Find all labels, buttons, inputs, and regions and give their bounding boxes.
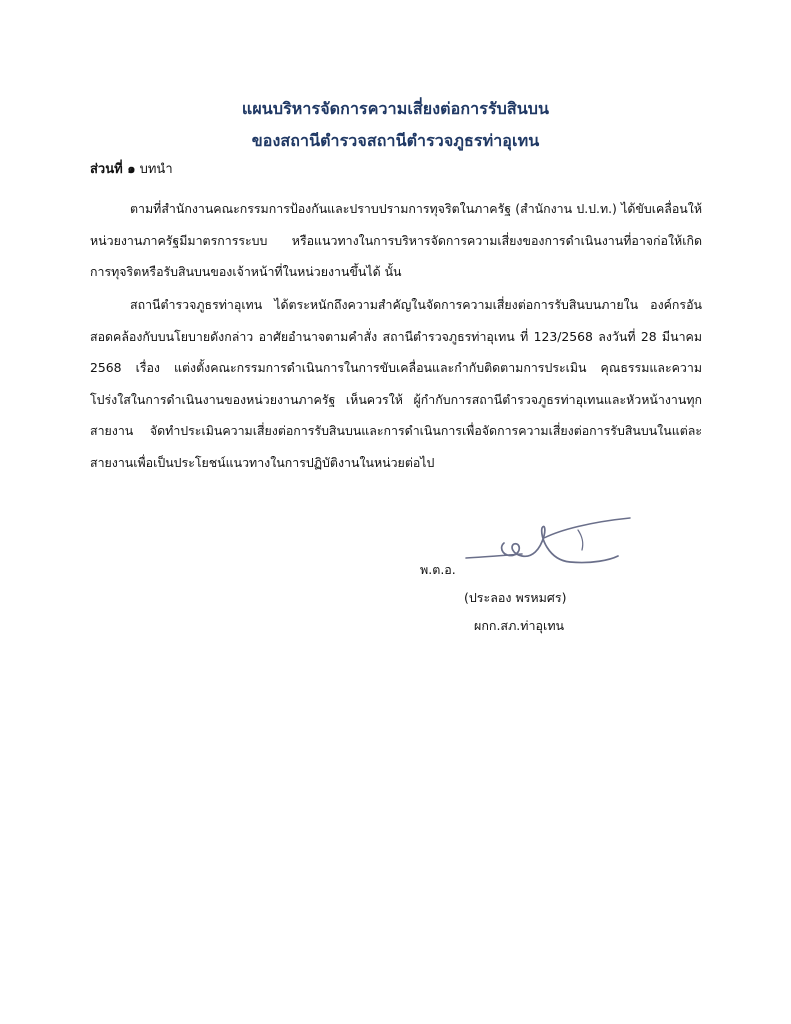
handwritten-signature	[460, 510, 640, 572]
signer-rank: พ.ต.อ.	[420, 562, 456, 577]
signer-name: (ประลอง พรหมศร)	[464, 590, 567, 605]
signer-position: ผกก.สภ.ท่าอุเทน	[474, 618, 565, 633]
paragraph-1: ตามที่สำนักงานคณะกรรมการป้องกันและปราบปรามการทุจริตในภาครัฐ (สำนักงาน ป.ป.ท.) ได้ขับเคลื่อนให้หน่วยงานภาครัฐมีมาตรการระบบ หรือแนวทางในการบริหารจัดการความเสี่ยงของการดำเนินงานที่อาจก่อให้เกิดการทุจริตหรือรับสินบนของเจ้าหน้าที่ในหน่วยงานขึ้นได้ นั้น	[90, 201, 702, 279]
paragraph-2: สถานีตำรวจภูธรท่าอุเทน ได้ตระหนักถึงความสำคัญในจัดการความเสี่ยงต่อการรับสินบนภายใน องค์กรอันสอดคล้องกับบนโยบายดังกล่าว อาศัยอำนาจตามคำสั่ง สถานีตำรวจภูธรท่าอุเทน ที่ 123/2568 ลงวันที่ 28 มีนาคม 2568 เรื่อง แต่งตั้งคณะกรรมการดำเนินการในการขับเคลื่อนและกำกับติดตามการประเมิน คุณธรรมและความ โปร่งใสในการดำเนินงานของหน่วยงานภาครัฐ เห็นควรให้ ผู้กำกับการสถานีตำรวจภูธรท่าอุเทนและหัวหน้างานทุกสายงาน จัดทำประเมินความเสี่ยงต่อการรับสินบนและการดำเนินการเพื่อจัดการความเสี่ยงต่อการรับสินบนในแต่ละสายงานเพื่อเป็นประโยชน์แนวทางในการปฏิบัติงานในหน่วยต่อไป	[90, 297, 702, 470]
document-title-line-2: ของสถานีตำรวจสถานีตำรวจภูธรท่าอุเทน	[251, 131, 540, 150]
signature-block	[420, 510, 720, 650]
document-title-line-1: แผนบริหารจัดการความเสี่ยงต่อการรับสินบน	[241, 99, 550, 118]
section-name: บทนำ	[139, 162, 173, 177]
section-heading	[90, 158, 173, 179]
section-label: ส่วนที่ ๑	[90, 162, 136, 177]
